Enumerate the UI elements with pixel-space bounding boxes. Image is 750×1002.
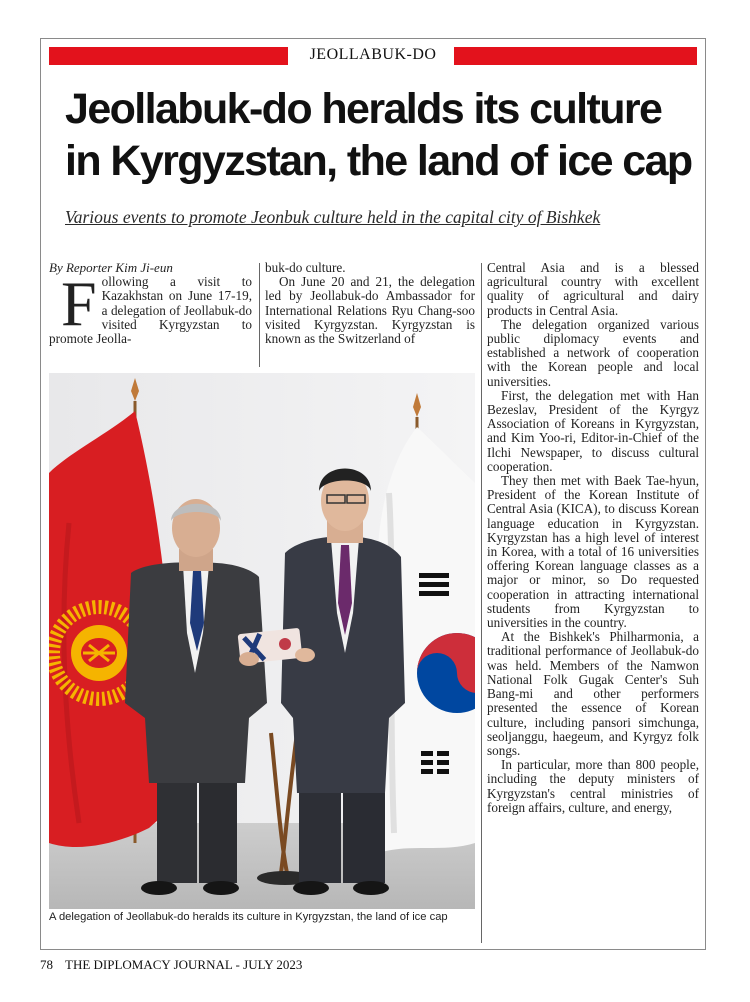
article-column-1 [49, 261, 252, 346]
article-column-2 [265, 261, 475, 346]
lead-text: ollowing a visit to Kazakhstan on June 17-19, a delegation of Jeollabuk-do visited Kyrgyzstan to promote Jeolla- [49, 274, 252, 347]
column-divider [481, 263, 482, 943]
dropcap: F [61, 268, 97, 340]
paragraph: First, the delegation met with Han Bezeslav, President of the Kyrgyz Association of Koreans in Kyrgyzstan, and Kim Yoo-ri, Editor-in-Chief of the Ilchi Newspaper, to discuss cultural cooperation. [487, 387, 699, 474]
article-column-3 [487, 261, 699, 815]
paragraph: buk-do culture. [265, 260, 346, 275]
publication-name: THE DIPLOMACY JOURNAL - JULY 2023 [65, 957, 303, 972]
paragraph: At the Bishkek's Philharmonia, a traditional performance of Jeollabuk-do was held. Members of the Namwon National Folk Gugak Center's Suh Bang-mi and other performers presented the essence of Korean culture, including pansori simchunga, seoljanggu, haegeum, and Kyrgyz folk songs. [487, 629, 699, 758]
section-header [49, 47, 697, 65]
article-frame [40, 38, 706, 950]
paragraph: In particular, more than 800 people, including the deputy ministers of Kyrgyzstan's central ministries of foreign affairs, culture, and energy, [487, 757, 699, 815]
section-label: JEOLLABUK-DO [309, 46, 437, 63]
subheadline: Various events to promote Jeonbuk culture held in the capital city of Bishkek [65, 207, 601, 227]
section-rule-right [454, 47, 697, 65]
article-photo [49, 373, 475, 909]
paragraph: On June 20 and 21, the delegation led by Jeollabuk-do Ambassador for International Relations Ryu Chang-soo visited Kyrgyzstan. Kyrgyzstan is known as the Switzerland of [265, 274, 475, 347]
photo-caption: A delegation of Jeollabuk-do heralds its culture in Kyrgyzstan, the land of ice cap [49, 911, 448, 923]
lead-paragraph [49, 268, 252, 347]
paragraph: The delegation organized various public diplomacy events and established a network of cooperation with the Korean people and local universities. [487, 316, 699, 389]
byline: By Reporter Kim Ji-eun [49, 260, 173, 275]
page-footer [40, 957, 302, 973]
paragraph: Central Asia and is a blessed agricultural country with excellent quality of agricultural and dairy products in Central Asia. [487, 260, 699, 318]
headline: Jeollabuk-do heralds its culture in Kyrgyzstan, the land of ice cap [65, 85, 692, 185]
column-divider [259, 263, 260, 367]
paragraph: They then met with Baek Tae-hyun, President of the Korean Institute of Central Asia (KICA), to discuss Korean language education in Kyrgyzstan. Kyrgyzstan has a high level of interest in Korea, with a total of 16 universities offering Korean language classes as a major or minor, so Do requested cooperation in attracting international students from Kyrgyzstan to universities in the country. [487, 473, 699, 631]
page-number: 78 [40, 957, 53, 972]
